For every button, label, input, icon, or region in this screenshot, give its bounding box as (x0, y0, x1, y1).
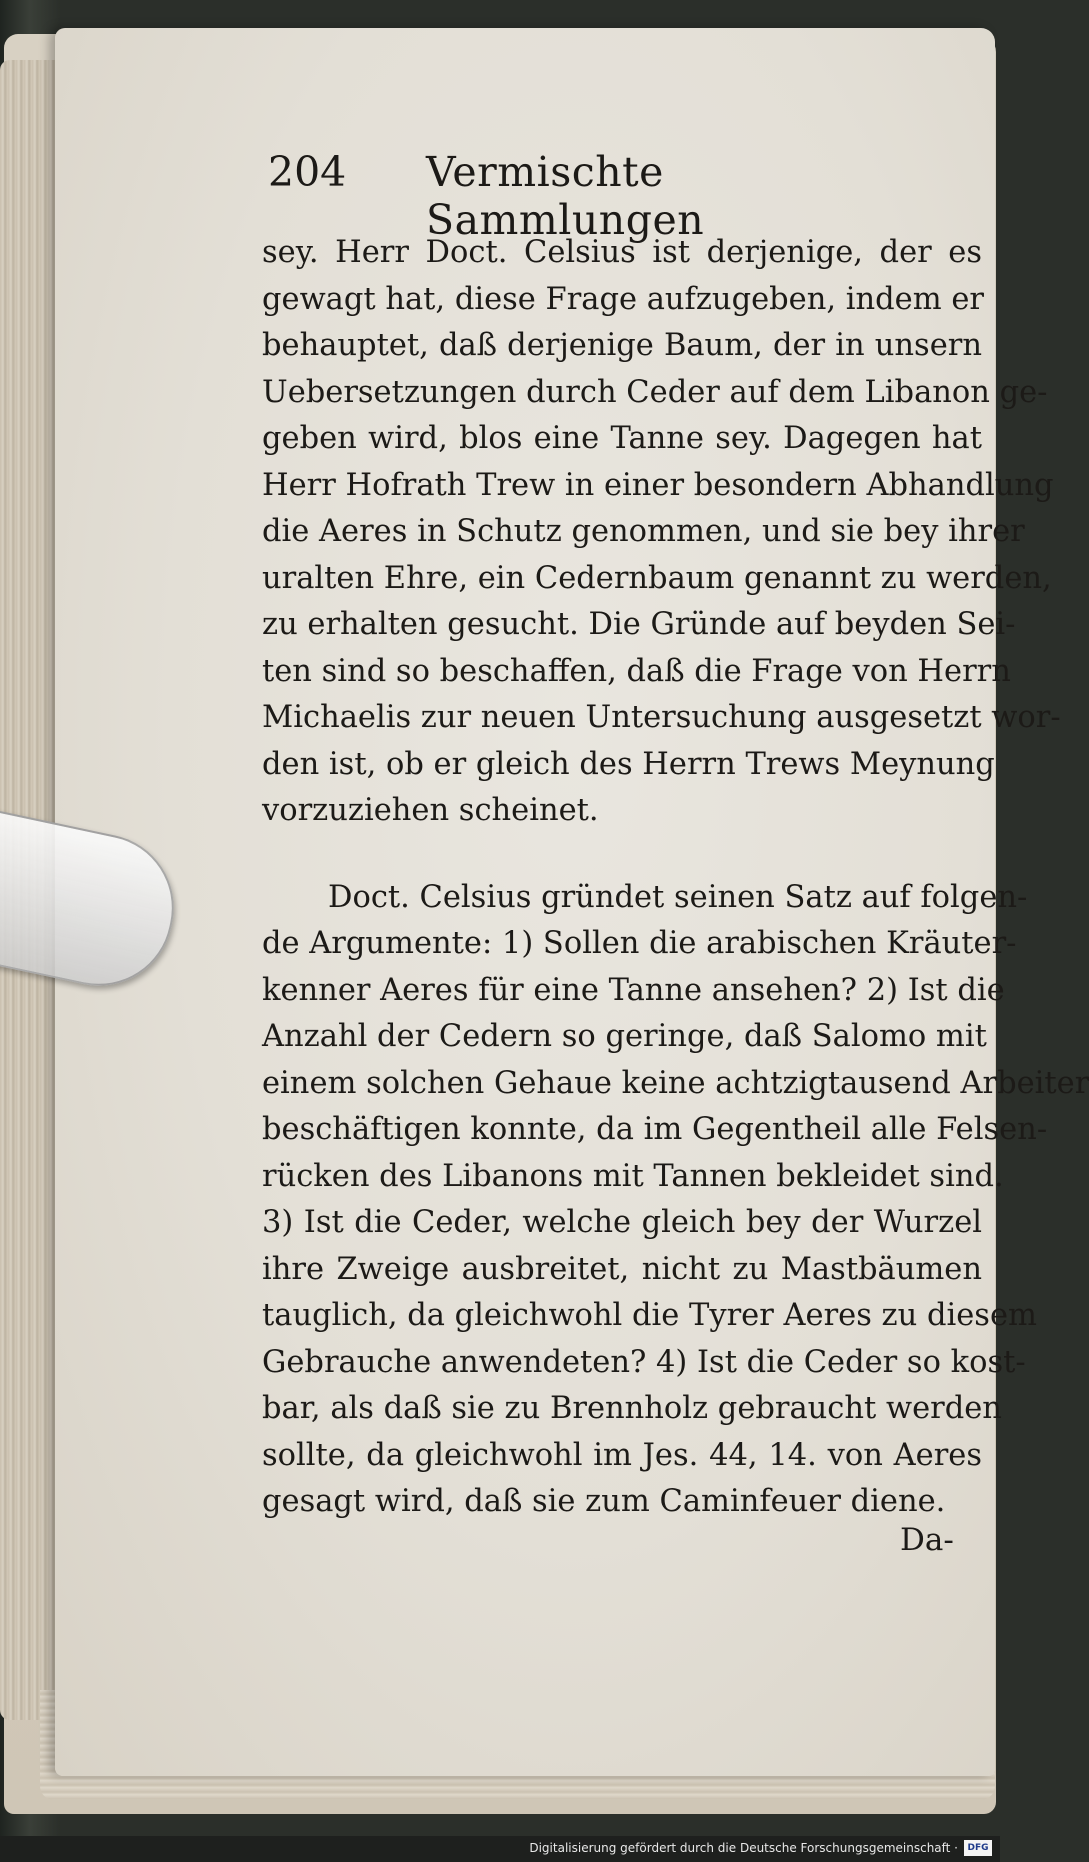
dfg-logo: DFG (964, 1840, 992, 1856)
text-line: gewagt hat, diese Frage aufzugeben, indem er (262, 281, 984, 317)
footer-bar (0, 1836, 1000, 1862)
text-line: rücken des Libanons mit Tannen bekleidet sind. (262, 1158, 1004, 1194)
catchword: Da- (900, 1522, 954, 1558)
text-line: Herr Hofrath Trew in einer besondern Abhandlung (262, 467, 1054, 503)
text-line: uralten Ehre, ein Cedernbaum genannt zu werden, (262, 560, 1052, 596)
text-line: ten sind so beschaffen, daß die Frage von Herrn (262, 653, 1011, 689)
text-line: de Argumente: 1) Sollen die arabischen Kräuter- (262, 926, 1017, 961)
text-line: Michaelis zur neuen Untersuchung ausgesetzt wor- (262, 700, 1061, 735)
text-line: Gebrauche anwendeten? 4) Ist die Ceder so kost- (262, 1344, 1026, 1380)
text-line: beschäftigen konnte, da im Gegentheil alle Felsen- (262, 1112, 1048, 1147)
text-line: Doct. Celsius gründet seinen Satz auf folgen- (328, 879, 1028, 915)
text-line: vorzuziehen scheinet. (262, 793, 599, 828)
footer-credit: Digitalisierung gefördert durch die Deutsche Forschungsgemeinschaft · (529, 1841, 958, 1855)
text-line: gesagt wird, daß sie zum Caminfeuer diene. (262, 1484, 946, 1519)
text-line: sey. Herr Doct. Celsius ist derjenige, der es (262, 235, 982, 270)
text-line: bar, als daß sie zu Brennholz gebraucht werden (262, 1391, 1002, 1426)
paragraph-2 (262, 875, 1089, 1526)
text-line: sollte, da gleichwohl im Jes. 44, 14. von Aeres (262, 1437, 982, 1473)
text-line: tauglich, da gleichwohl die Tyrer Aeres zu diesem (262, 1298, 1037, 1333)
text-line: 3) Ist die Ceder, welche gleich bey der Wurzel (262, 1205, 982, 1240)
text-line: kenner Aeres für eine Tanne ansehen? 2) Ist die (262, 972, 1005, 1008)
running-head: Vermischte Sammlungen (426, 148, 705, 244)
text-line: behauptet, daß derjenige Baum, der in unsern (262, 328, 982, 363)
text-line: geben wird, blos eine Tanne sey. Dagegen hat (262, 421, 982, 456)
paragraph-1 (262, 230, 1061, 835)
text-line: zu erhalten gesucht. Die Gründe auf beyden Sei- (262, 607, 1016, 642)
text-line: Uebersetzungen durch Ceder auf dem Libanon ge- (262, 374, 1048, 410)
text-line: Anzahl der Cedern so geringe, daß Salomo mit (262, 1019, 987, 1054)
body-text (262, 230, 1089, 1526)
text-line: die Aeres in Schutz genommen, und sie bey ihrer (262, 514, 1025, 549)
page-number: 204 (268, 148, 347, 196)
text-line: einem solchen Gehaue keine achtzigtausend Arbeiter (262, 1065, 1089, 1101)
text-line: ihre Zweige ausbreitet, nicht zu Mastbäumen (262, 1251, 982, 1287)
paragraph-gap (262, 835, 982, 875)
text-line: den ist, ob er gleich des Herrn Trews Meynung (262, 746, 995, 782)
